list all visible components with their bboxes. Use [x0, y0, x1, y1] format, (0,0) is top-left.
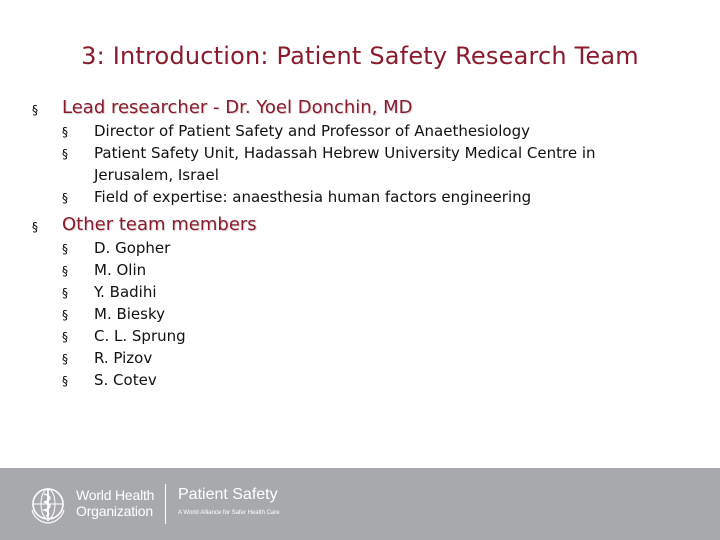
- section-heading-team: [30, 213, 700, 237]
- list-item: § M. Biesky: [30, 303, 700, 325]
- bullet-icon: §: [32, 103, 38, 117]
- list-item: § Patient Safety Unit, Hadassah Hebrew University Medical Centre in: [30, 142, 700, 164]
- list-item: § Director of Patient Safety and Professor of Anaethesiology: [30, 120, 700, 142]
- bullet-icon: §: [62, 286, 68, 300]
- bullet-icon: §: [62, 330, 68, 344]
- patient-safety-logo-text: Patient Safety: [178, 486, 278, 503]
- lead-researcher-heading: Lead researcher - Dr. Yoel Donchin, MD: [62, 97, 413, 118]
- slide-title: 3: Introduction: Patient Safety Research Team: [81, 42, 639, 70]
- footer-bar: [0, 468, 720, 540]
- bullet-icon: §: [62, 308, 68, 322]
- list-item: § M. Olin: [30, 259, 700, 281]
- bullet-icon: §: [32, 220, 38, 234]
- bullet-icon: §: [62, 147, 68, 161]
- who-wordmark: World Health Organization: [76, 487, 155, 519]
- footer-divider: [165, 484, 166, 524]
- list-item: § S. Cotev: [30, 369, 700, 391]
- bullet-icon: §: [62, 352, 68, 366]
- slide-content: [30, 96, 700, 391]
- patient-safety-tagline: A World Alliance for Safer Health Care: [178, 510, 280, 516]
- list-item: § C. L. Sprung: [30, 325, 700, 347]
- bullet-icon: §: [62, 374, 68, 388]
- list-item: § Field of expertise: anaesthesia human factors engineering: [30, 186, 700, 208]
- list-item: § Y. Badihi: [30, 281, 700, 303]
- team-members-heading: Other team members: [62, 214, 257, 235]
- bullet-icon: §: [62, 264, 68, 278]
- bullet-icon: §: [62, 242, 68, 256]
- list-item: § R. Pizov: [30, 347, 700, 369]
- who-emblem-icon: [28, 484, 68, 524]
- bullet-icon: §: [62, 125, 68, 139]
- list-item: § D. Gopher: [30, 237, 700, 259]
- bullet-icon: §: [62, 191, 68, 205]
- section-heading-lead: [30, 96, 700, 120]
- list-item-continuation: Jerusalem, Israel: [94, 166, 219, 184]
